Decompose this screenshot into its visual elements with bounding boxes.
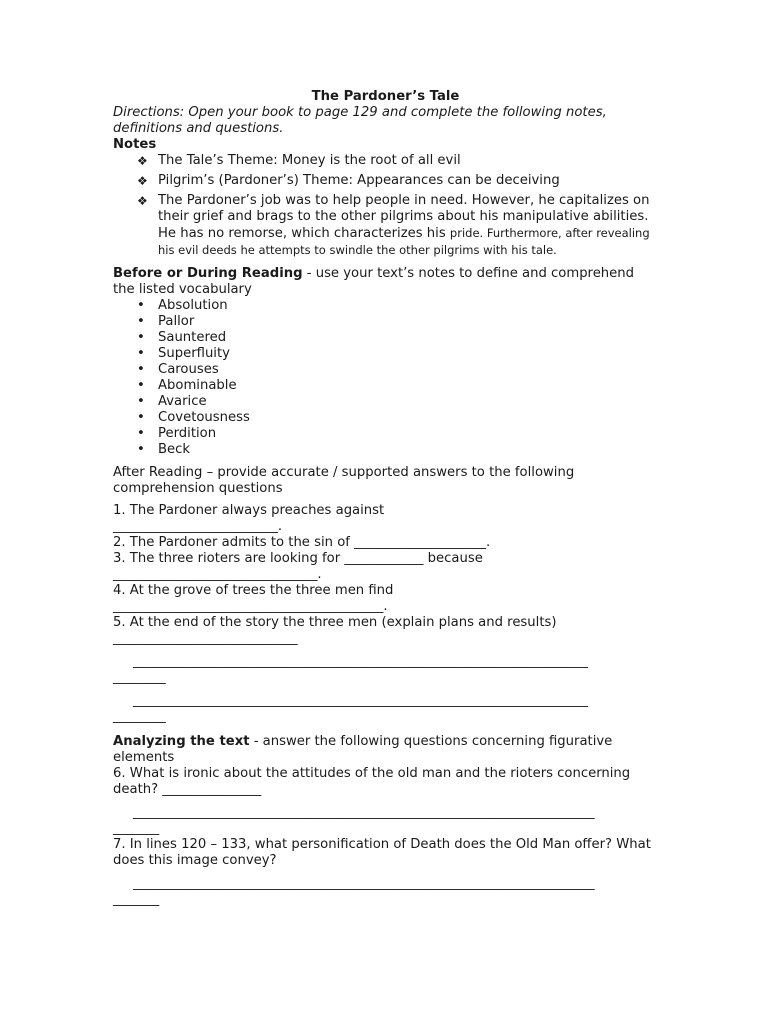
vocab-word: Carouses [158, 362, 219, 377]
answer-blank-1: _________________________. [113, 519, 283, 534]
bullet-icon: • [137, 330, 145, 345]
vocab-word: Pallor [158, 314, 195, 329]
list-item [113, 410, 658, 426]
vocab-word: Absolution [158, 298, 228, 313]
question-2: 2. The Pardoner admits to the sin of ____________________. [113, 535, 491, 550]
question-1: 1. The Pardoner always preaches against [113, 503, 385, 518]
analyze-intro: - answer the following questions concerning figurative elements [113, 734, 613, 765]
answer-blank-5b: _____________________________________________________________________ [133, 654, 588, 669]
vocab-heading: Before or During Reading [113, 266, 303, 281]
answer-blank-7a: ______________________________________________________________________ [133, 876, 595, 891]
directions-text: Directions: Open your book to page 129 and complete the following notes, definitions and questions. [113, 105, 607, 136]
list-item [113, 173, 658, 189]
analyze-section [113, 734, 658, 766]
answer-blank-5d: _____________________________________________________________________ [133, 693, 588, 708]
answer-blank-5e: ________ [113, 709, 166, 724]
vocab-word: Perdition [158, 426, 217, 441]
document-page [113, 89, 658, 908]
bullet-icon: • [137, 426, 145, 441]
answer-blank-6b: _______ [113, 821, 160, 836]
vocab-word: Avarice [158, 394, 207, 409]
bullet-icon: • [137, 362, 145, 377]
vocab-list [113, 298, 658, 458]
vocab-section [113, 266, 658, 298]
list-item [113, 346, 658, 362]
question-4: 4. At the grove of trees the three men find [113, 583, 394, 598]
question-7: 7. In lines 120 – 133, what personification of Death does the Old Man offer? What does this image convey? [113, 837, 651, 868]
list-item [113, 362, 658, 378]
bullet-icon: • [137, 442, 145, 457]
notes-list [113, 153, 658, 259]
answer-blank-5c: ________ [113, 670, 166, 685]
bullet-icon: • [137, 410, 145, 425]
list-item [113, 193, 658, 259]
bullet-icon: • [137, 314, 145, 329]
answer-blank-4: _________________________________________. [113, 599, 388, 614]
diamond-bullet-icon: ❖ [137, 154, 148, 168]
list-item [113, 442, 658, 458]
list-item [113, 298, 658, 314]
note-text: The Tale’s Theme: Money is the root of all evil [158, 153, 461, 168]
bullet-icon: • [137, 346, 145, 361]
bullet-icon: • [137, 378, 145, 393]
diamond-bullet-icon: ❖ [137, 174, 148, 188]
list-item [113, 330, 658, 346]
list-item [113, 153, 658, 169]
vocab-word: Sauntered [158, 330, 227, 345]
question-3: 3. The three rioters are looking for ____________ because [113, 551, 483, 566]
vocab-word: Covetousness [158, 410, 250, 425]
question-5: 5. At the end of the story the three men (explain plans and results) [113, 615, 557, 630]
answer-blank-7b: _______ [113, 892, 160, 907]
notes-heading: Notes [113, 137, 157, 152]
question-6: 6. What is ironic about the attitudes of the old man and the rioters concerning death? _______________ [113, 766, 631, 797]
answer-blank-6a: ______________________________________________________________________ [133, 805, 595, 820]
vocab-word: Superfluity [158, 346, 230, 361]
list-item [113, 426, 658, 442]
list-item [113, 378, 658, 394]
bullet-icon: • [137, 394, 145, 409]
vocab-intro: - use your text’s notes to define and comprehend the listed vocabulary [113, 266, 635, 297]
after-reading-intro: After Reading – provide accurate / supported answers to the following comprehension questions [113, 465, 575, 496]
document-title: The Pardoner’s Tale [311, 89, 460, 104]
vocab-word: Beck [158, 442, 191, 457]
note-text-small: pride. Furthermore, after revealing his evil deeds he attempts to swindle the other pilgrims with his tale. [158, 226, 650, 257]
answer-blank-3: _______________________________. [113, 567, 322, 582]
list-item [113, 314, 658, 330]
diamond-bullet-icon: ❖ [137, 194, 148, 208]
answer-blank-5a: ____________________________ [113, 631, 298, 646]
note-text: The Pardoner’s job was to help people in need. However, he capitalizes on their grief and brags to the other pilgrims about his manipulative abilities. He has no remorse, which characterizes his [158, 193, 650, 241]
analyze-heading: Analyzing the text [113, 734, 250, 749]
note-text: Pilgrim’s (Pardoner’s) Theme: Appearances can be deceiving [158, 173, 560, 188]
list-item [113, 394, 658, 410]
bullet-icon: • [137, 298, 145, 313]
vocab-word: Abominable [158, 378, 237, 393]
